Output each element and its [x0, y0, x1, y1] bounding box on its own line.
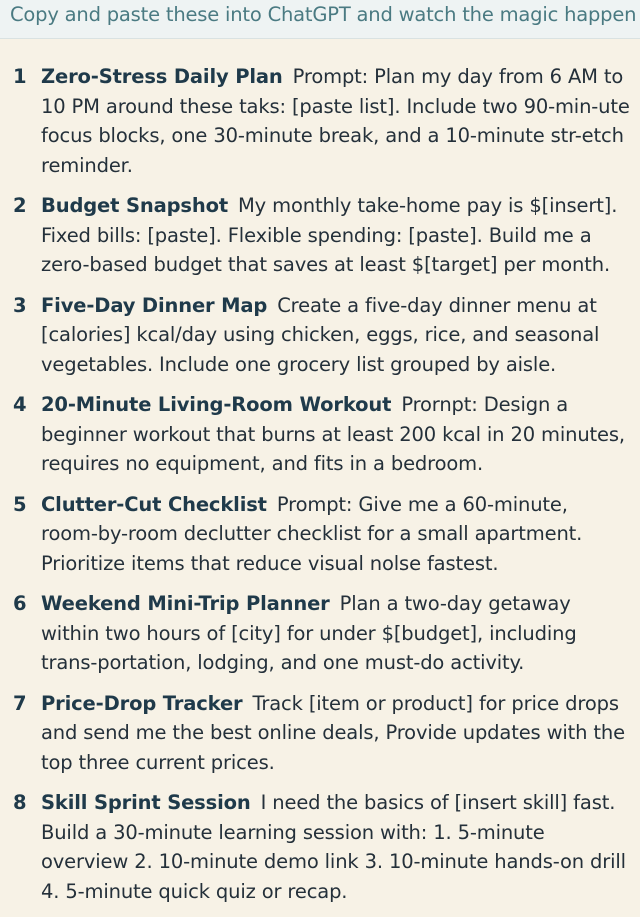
- item-text: My monthly take-home pay is $[insert]. Fixed bills: [paste]. Flexible spending: [paste]. Build me a zero-based budget that saves at least $[target] per month.: [41, 194, 618, 276]
- item-text: Prompt: Give me a 60-minute, room-by-room declutter checklist for a small apartment. Prioritize items that reduce visual nolse fastest.: [41, 492, 583, 575]
- item-text: Create a five-day dinner menu at [calories] kcal/day using chicken, eggs, rice, and seasonal vegetables. Include one grocery list grouped by aisle.: [41, 293, 600, 376]
- item-title: 20-Minute Living-Room Workout: [41, 393, 392, 416]
- item-number: 1: [13, 65, 27, 88]
- item-text: I need the basics of [insert skill] fast. Build a 30-minute learning session with: 1. 5-minute overview 2. 10-minute demo link 3. 10-minute hands-on drill 4. 5-minute quick quiz or recap.: [41, 791, 626, 903]
- item-number: 6: [13, 592, 27, 615]
- item-number: 4: [13, 393, 27, 416]
- item-text: Prompt: Plan my day from 6 AM to 10 PM around these taks: [paste list]. Include two 90-min-ute focus blocks, one 30-minute break, and a 10-minute str-etch reminder.: [41, 65, 630, 177]
- header-title: Copy and paste these into ChatGPT and watch the magic happen: [10, 3, 637, 26]
- item-number: 7: [13, 691, 27, 715]
- item-text: Track [item or product] for price drops and send me the best online deals, Provide updates with the top three current prices.: [41, 691, 625, 774]
- item-title: Five-Day Dinner Map: [41, 293, 268, 317]
- list-item: [0, 490, 640, 579]
- item-number: 2: [13, 194, 27, 217]
- item-title: Skill Sprint Session: [41, 791, 251, 814]
- list-item: [0, 390, 640, 479]
- item-title: Clutter-Cut Checklist: [41, 492, 267, 516]
- item-title: Budget Snapshot: [41, 194, 228, 217]
- list-item: [0, 191, 640, 280]
- list-item: [0, 788, 640, 906]
- list-item: [0, 689, 640, 778]
- prompt-list: [0, 62, 640, 917]
- header-banner: [0, 0, 640, 39]
- list-item: [0, 589, 640, 678]
- item-title: Weekend Mini-Trip Planner: [41, 592, 330, 615]
- item-number: 8: [13, 791, 27, 814]
- list-item: [0, 291, 640, 380]
- item-title: Price-Drop Tracker: [41, 691, 243, 715]
- item-number: 3: [13, 293, 27, 317]
- item-title: Zero-Stress Daily Plan: [41, 65, 283, 88]
- item-number: 5: [13, 492, 27, 516]
- item-text: Plan a two-day getaway within two hours of [city] for under $[budget], including trans-portation, lodging, and one must-do activity.: [41, 592, 577, 674]
- item-text: Prornpt: Design a beginner workout that burns at least 200 kcal in 20 minutes, requires no equipment, and fits in a bedroom.: [41, 393, 625, 475]
- list-item: [0, 62, 640, 180]
